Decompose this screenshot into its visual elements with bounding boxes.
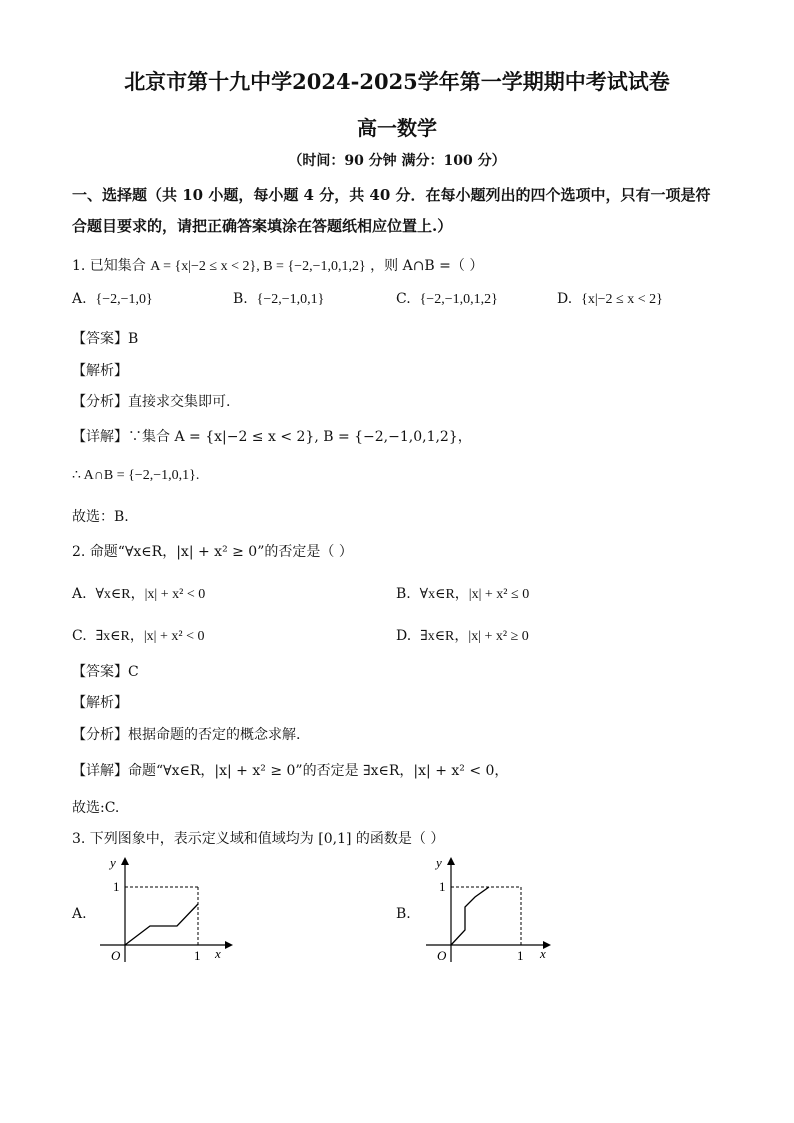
q2-detail: 【详解】命题“∀x∈R，|x| + x² ≥ 0”的否定是 ∃x∈R，|x| + x² < 0， — [72, 763, 509, 779]
q1-suffix: ，则 A∩B =（ ） — [370, 258, 484, 274]
q2-option-d[interactable] — [396, 625, 529, 645]
q1-therefore: ∴ A∩B = {−2,−1,0,1}. — [72, 468, 200, 483]
option-label: B. — [396, 586, 411, 602]
function-curve — [125, 904, 198, 945]
option-text: ∃x∈R，|x| + x² ≥ 0 — [420, 629, 529, 644]
y-one-label: 1 — [439, 879, 446, 894]
q2-option-c[interactable] — [72, 625, 204, 645]
option-label: D. — [557, 291, 573, 307]
q3-option-b-label[interactable]: B. — [396, 906, 411, 922]
origin-label: O — [437, 948, 447, 963]
option-text: ∀x∈R，|x| + x² ≤ 0 — [419, 587, 530, 602]
option-label: B. — [233, 291, 248, 307]
subject-title: 高一数学 — [357, 116, 437, 140]
q3-option-a-label[interactable]: A. — [72, 906, 87, 922]
option-text: {x|−2 ≤ x < 2} — [581, 292, 663, 307]
x-one-label: 1 — [517, 948, 524, 963]
q1-option-d[interactable] — [557, 291, 663, 308]
q1-option-c[interactable] — [396, 291, 498, 308]
q2-choose: 故选:C. — [72, 800, 120, 816]
q2-analysis: 【分析】根据命题的否定的概念求解. — [72, 727, 301, 743]
x-label: x — [215, 946, 221, 961]
question-2-stem: 2. 命题“∀x∈R，|x| + x² ≥ 0”的否定是（ ） — [72, 544, 353, 560]
y-axis-arrow — [447, 857, 455, 865]
q1-prefix: 1. 已知集合 — [72, 258, 146, 274]
y-axis-arrow — [121, 857, 129, 865]
q1-analysis-title: 【解析】 — [72, 363, 128, 379]
option-label: A. — [72, 291, 87, 307]
y-label: y — [110, 855, 116, 870]
option-text: {−2,−1,0,1,2} — [419, 292, 498, 307]
option-text: ∃x∈R，|x| + x² < 0 — [95, 629, 205, 644]
q1-analysis: 【分析】直接求交集即可. — [72, 394, 231, 410]
origin-label: O — [111, 948, 121, 963]
q2-analysis-title: 【解析】 — [72, 695, 128, 711]
option-text: ∀x∈R，|x| + x² < 0 — [95, 587, 206, 602]
option-label: C. — [72, 628, 87, 644]
q2-answer: 【答案】C — [72, 664, 139, 680]
x-label: x — [540, 946, 546, 961]
option-text: {−2,−1,0} — [95, 292, 153, 307]
question-3-stem: 3. 下列图象中，表示定义域和值域均为 [0,1] 的函数是（ ） — [72, 831, 445, 847]
x-axis-arrow — [225, 941, 233, 949]
y-label: y — [436, 855, 442, 870]
q1-choose: 故选：B. — [72, 509, 129, 525]
option-label: A. — [72, 586, 87, 602]
question-1-stem — [72, 255, 483, 275]
exam-title: 北京市第十九中学2024-2025学年第一学期期中考试试卷 — [124, 69, 670, 94]
q2-option-a[interactable] — [72, 583, 205, 603]
q1-sets: A = {x|−2 ≤ x < 2}, B = {−2,−1,0,1,2} — [150, 259, 366, 274]
q1-option-a[interactable] — [72, 291, 153, 308]
x-one-label: 1 — [194, 948, 201, 963]
q3-graph-b[interactable] — [421, 852, 561, 967]
function-curve — [451, 887, 489, 945]
y-one-label: 1 — [113, 879, 120, 894]
option-label: C. — [396, 291, 411, 307]
q1-answer: 【答案】B — [72, 331, 139, 347]
exam-meta: （时间：90 分钟 满分：100 分） — [288, 153, 506, 169]
q1-option-b[interactable] — [233, 291, 324, 308]
q1-detail: 【详解】∵集合 A = {x|−2 ≤ x < 2}, B = {−2,−1,0,1,2}， — [72, 429, 472, 445]
q3-graph-a[interactable] — [95, 852, 235, 967]
section-instructions: 一、选择题（共 10 小题，每小题 4 分，共 40 分．在每小题列出的四个选项中，只有一项是符合题目要求的，请把正确答案填涂在答题纸相应位置上.） — [72, 186, 711, 235]
q2-option-b[interactable] — [396, 583, 529, 603]
option-text: {−2,−1,0,1} — [256, 292, 325, 307]
option-label: D. — [396, 628, 412, 644]
